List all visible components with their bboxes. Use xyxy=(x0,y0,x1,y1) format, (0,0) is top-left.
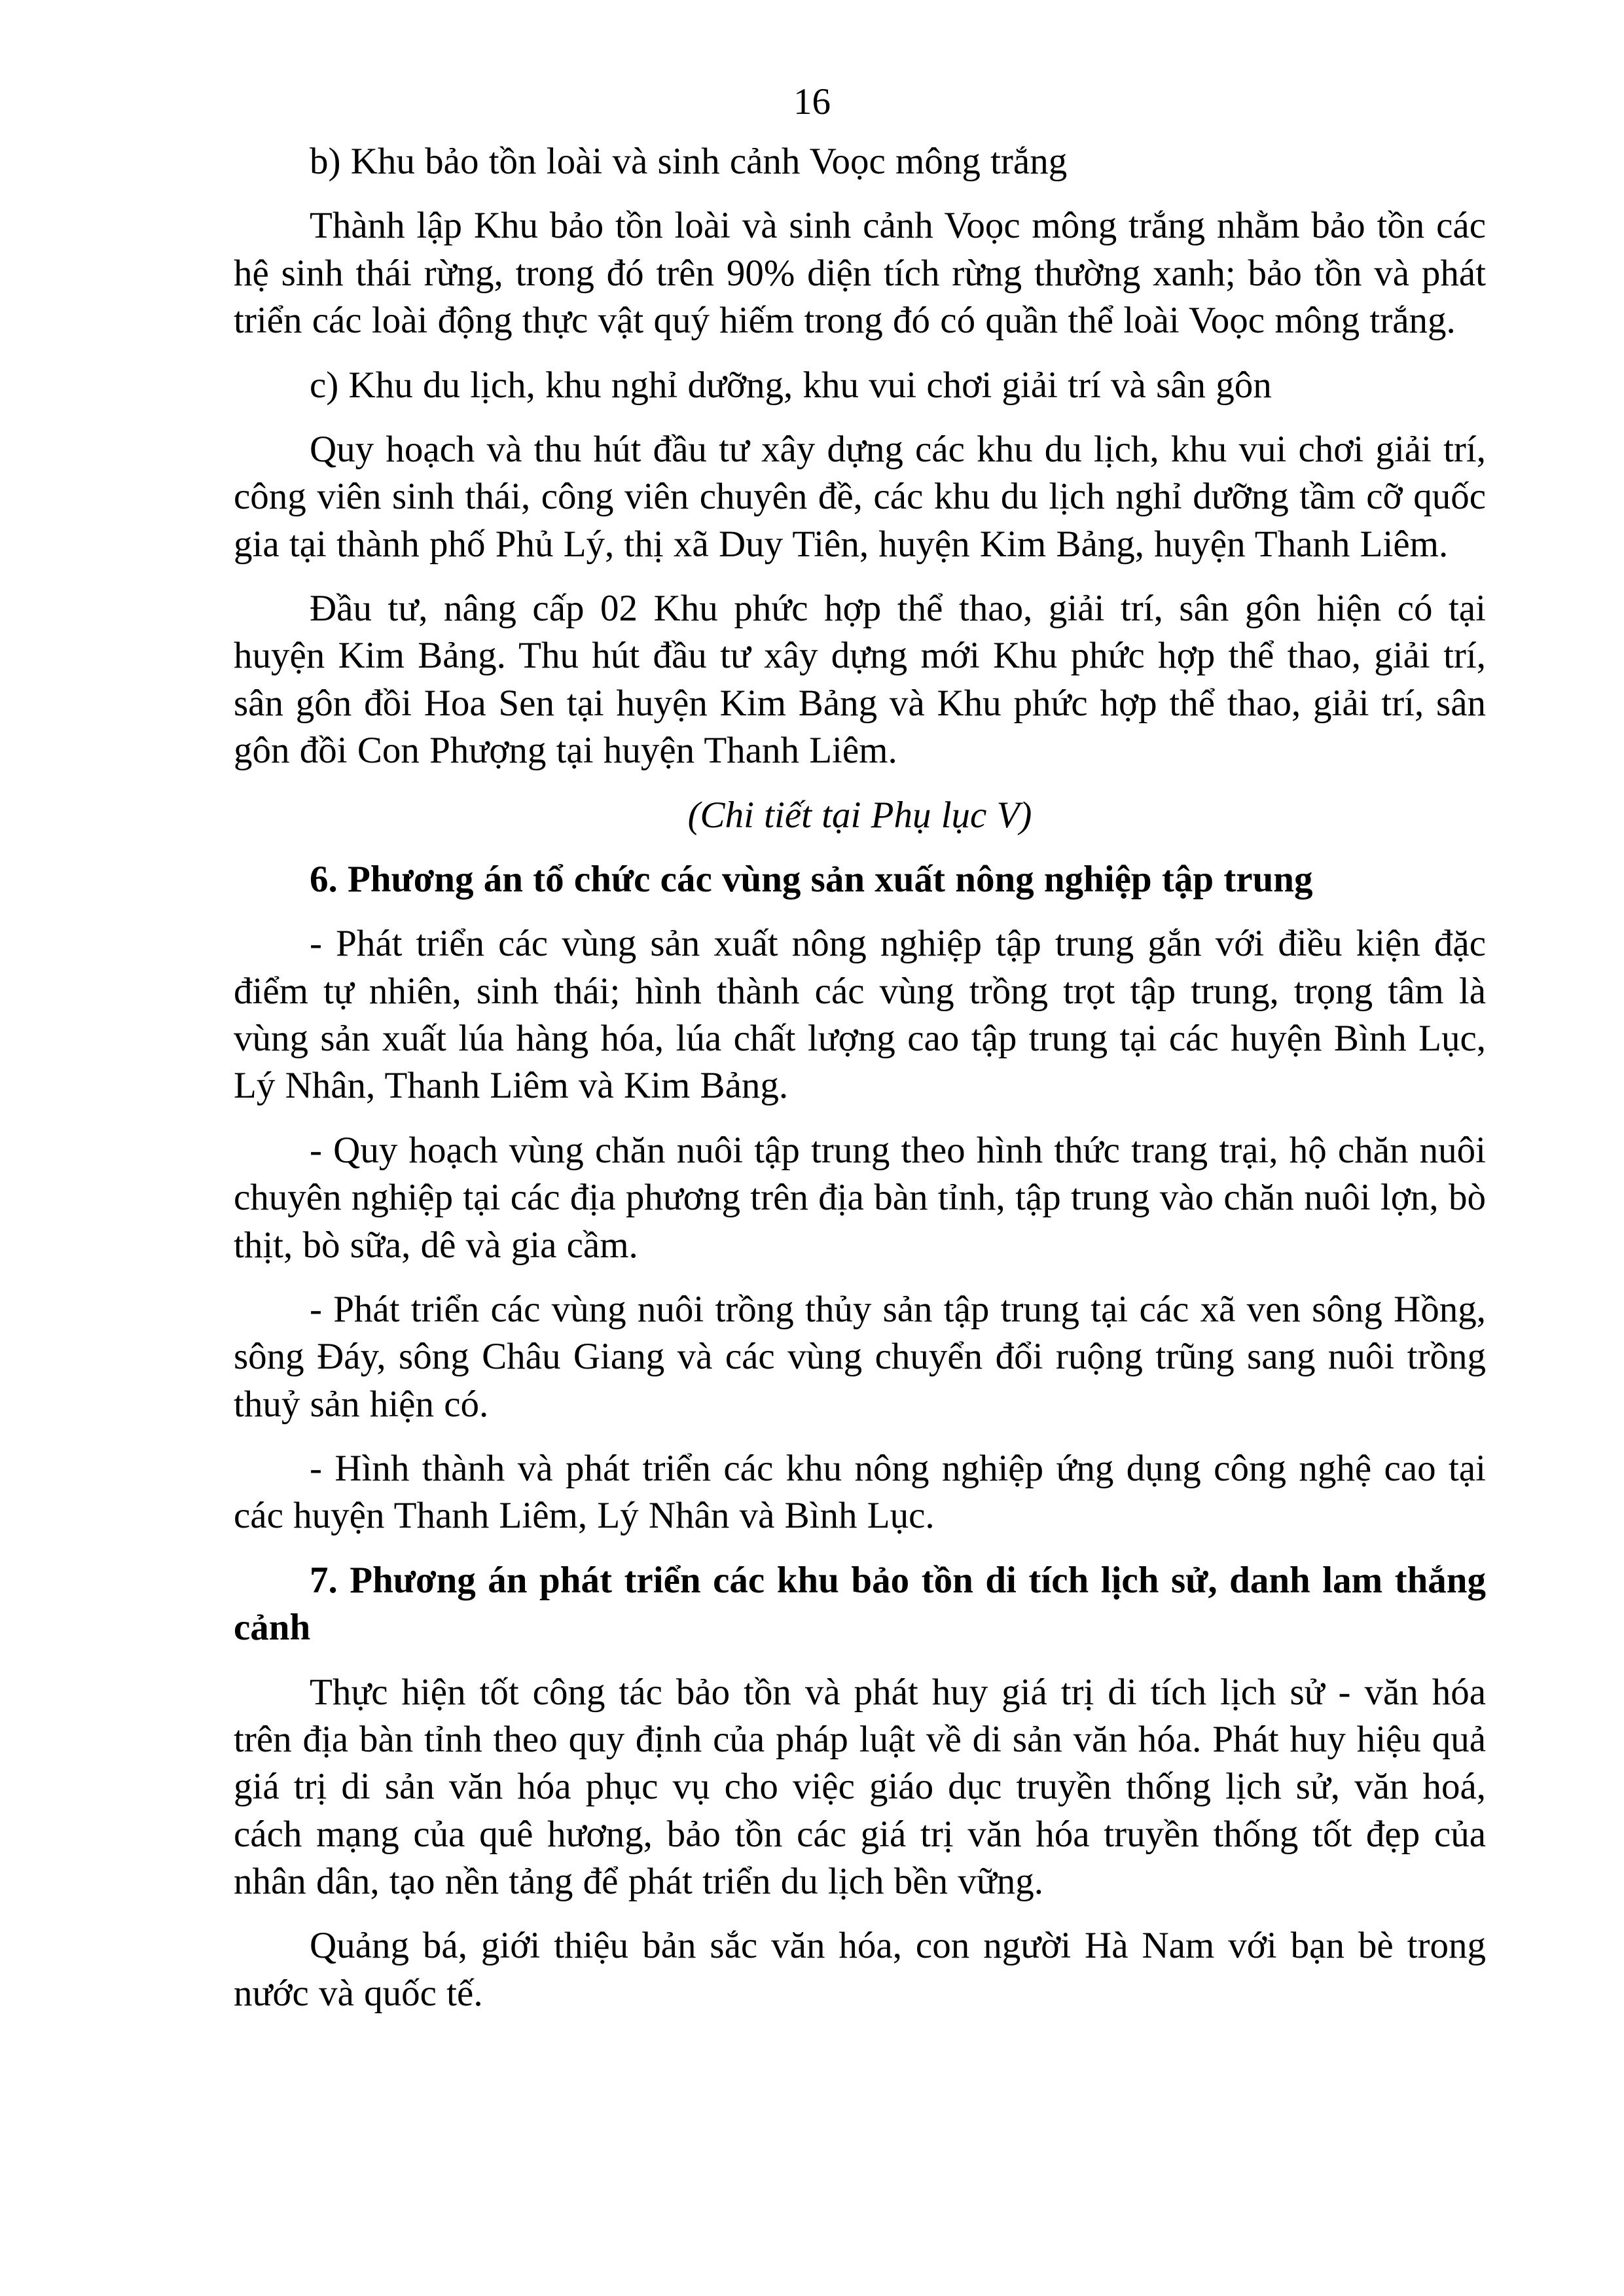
appendix-note: (Chi tiết tại Phụ lục V) xyxy=(687,794,1032,836)
body-paragraph-quang-ba: Quảng bá, giới thiệu bản sắc văn hóa, con người Hà Nam với bạn bè trong nước và quốc tế. xyxy=(234,1925,1486,2014)
section-heading-c: c) Khu du lịch, khu nghỉ dưỡng, khu vui chơi giải trí và sân gôn xyxy=(310,364,1272,406)
body-paragraph-san-gon: Đầu tư, nâng cấp 02 Khu phức hợp thể thao, giải trí, sân gôn hiện có tại huyện Kim Bảng. Thu hút đầu tư xây dựng mới Khu phức hợp thể thao, giải trí, sân gôn đồi Hoa Sen tại huyện Kim Bảng và Khu phức hợp thể thao, giải trí, sân gôn đồi Con Phượng tại huyện Thanh Liêm. xyxy=(234,588,1486,772)
body-paragraph-cong-nghe-cao: - Hình thành và phát triển các khu nông nghiệp ứng dụng công nghệ cao tại các huyện Thanh Liêm, Lý Nhân và Bình Lục. xyxy=(234,1448,1486,1537)
body-paragraph-chan-nuoi: - Quy hoạch vùng chăn nuôi tập trung theo hình thức trang trại, hộ chăn nuôi chuyên nghiệp tại các địa phương trên địa bàn tỉnh, tập trung vào chăn nuôi lợn, bò thịt, bò sữa, dê và gia cầm. xyxy=(234,1129,1486,1266)
body-paragraph-trong-trot: - Phát triển các vùng sản xuất nông nghiệp tập trung gắn với điều kiện đặc điểm tự nhiên, sinh thái; hình thành các vùng trồng trọt tập trung, trọng tâm là vùng sản xuất lúa hàng hóa, lúa chất lượng cao tập trung tại các huyện Bình Lục, Lý Nhân, Thanh Liêm và Kim Bảng. xyxy=(234,923,1486,1107)
body-paragraph-thuy-san: - Phát triển các vùng nuôi trồng thủy sản tập trung tại các xã ven sông Hồng, sông Đáy, sông Châu Giang và các vùng chuyển đổi ruộng trũng sang nuôi trồng thuỷ sản hiện có. xyxy=(234,1288,1486,1425)
page-number: 16 xyxy=(793,81,831,122)
body-paragraph-vooc: Thành lập Khu bảo tồn loài và sinh cảnh Voọc mông trắng nhằm bảo tồn các hệ sinh thái rừng, trong đó trên 90% diện tích rừng thường xanh; bảo tồn và phát triển các loài động thực vật quý hiếm trong đó có quần thể loài Voọc mông trắng. xyxy=(234,205,1486,342)
section-heading-7: 7. Phương án phát triển các khu bảo tồn di tích lịch sử, danh lam thắng cảnh xyxy=(234,1559,1486,1649)
section-heading-b: b) Khu bảo tồn loài và sinh cảnh Voọc mông trắng xyxy=(310,141,1068,182)
body-paragraph-bao-ton: Thực hiện tốt công tác bảo tồn và phát huy giá trị di tích lịch sử - văn hóa trên địa bàn tỉnh theo quy định của pháp luật về di sản văn hóa. Phát huy hiệu quả giá trị di sản văn hóa phục vụ cho việc giáo dục truyền thống lịch sử, văn hoá, cách mạng của quê hương, bảo tồn các giá trị văn hóa truyền thống tốt đẹp của nhân dân, tạo nền tảng để phát triển du lịch bền vững. xyxy=(234,1671,1486,1902)
body-paragraph-du-lich: Quy hoạch và thu hút đầu tư xây dựng các khu du lịch, khu vui chơi giải trí, công viên sinh thái, công viên chuyên đề, các khu du lịch nghỉ dưỡng tầm cỡ quốc gia tại thành phố Phủ Lý, thị xã Duy Tiên, huyện Kim Bảng, huyện Thanh Liêm. xyxy=(234,428,1486,565)
section-heading-6: 6. Phương án tổ chức các vùng sản xuất nông nghiệp tập trung xyxy=(310,858,1313,900)
document-body xyxy=(234,121,1486,2034)
